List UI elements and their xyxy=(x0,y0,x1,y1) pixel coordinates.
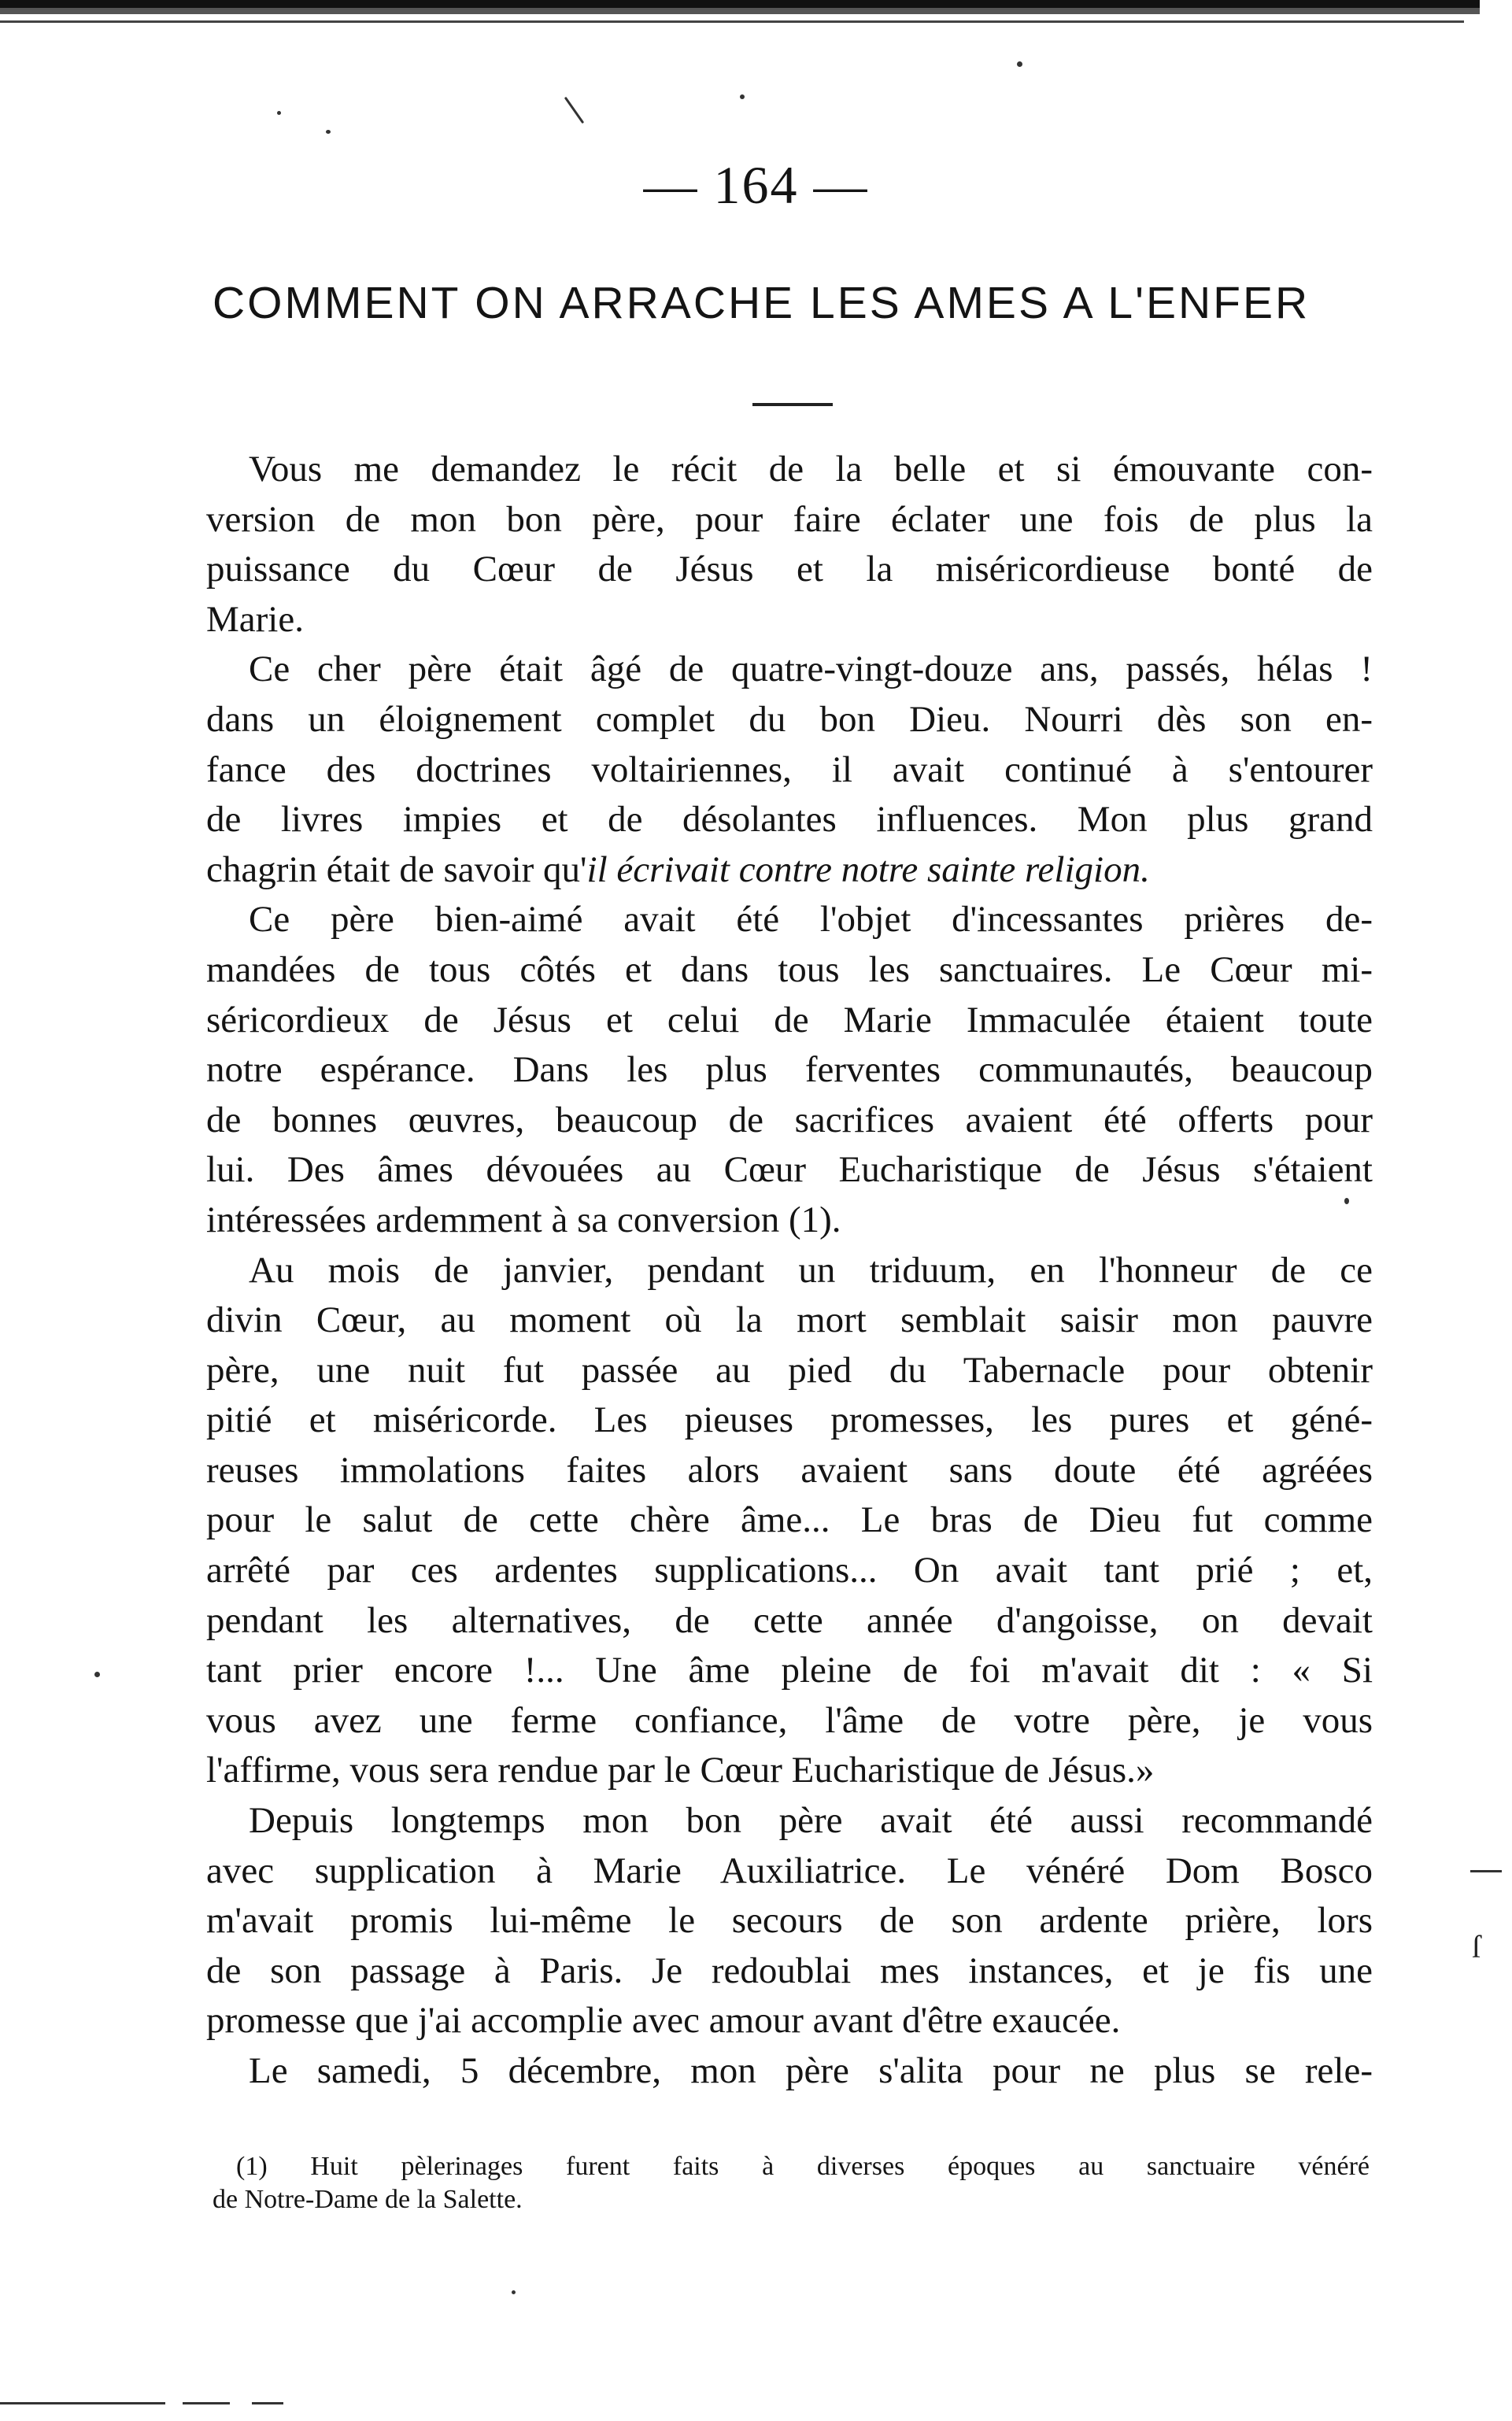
text-segment: pour le salut de cette chère âme... Le bras de Dieu fut comme xyxy=(206,1499,1373,1541)
scan-speck xyxy=(326,130,331,134)
text-line xyxy=(206,445,1373,495)
text-segment: pitié et miséricorde. Les pieuses promesses, les pures et géné- xyxy=(206,1399,1373,1441)
text-segment: divin Cœur, au moment où la mort semblait saisir mon pauvre xyxy=(206,1299,1373,1341)
text-line xyxy=(206,745,1373,796)
text-line xyxy=(206,1096,1373,1146)
text-line xyxy=(206,1395,1373,1446)
bottom-scan-rule xyxy=(252,2402,283,2404)
text-segment: mandées de tous côtés et dans tous les sanctuaires. Le Cœur mi- xyxy=(206,948,1373,990)
text-segment: tant prier encore !... Une âme pleine de foi m'avait dit : « Si xyxy=(206,1650,1373,1691)
text-line xyxy=(206,1296,1373,1346)
text-segment: de bonnes œuvres, beaucoup de sacrifices avaient été offerts pour xyxy=(206,1099,1373,1140)
text-segment: vous avez une ferme confiance, l'âme de votre père, je vous xyxy=(206,1699,1373,1741)
footnote xyxy=(213,2150,1370,2216)
italic-text: il écrivait contre notre sainte religion. xyxy=(586,848,1150,890)
text-segment: lui. Des âmes dévouées au Cœur Eucharistique de Jésus s'étaient xyxy=(206,1149,1373,1191)
text-line xyxy=(206,795,1373,845)
text-line xyxy=(206,895,1373,945)
text-segment: Ce cher père était âgé de quatre-vingt-douze ans, passés, hélas ! xyxy=(249,649,1373,690)
text-line xyxy=(206,996,1373,1046)
text-segment: séricordieux de Jésus et celui de Marie Immaculée étaient toute xyxy=(206,999,1373,1040)
text-segment: avec supplication à Marie Auxiliatrice. Le vénéré Dom Bosco xyxy=(206,1850,1373,1891)
text-line xyxy=(206,495,1373,545)
text-line xyxy=(206,1446,1373,1496)
text-segment: reuses immolations faites alors avaient sans doute été agréées xyxy=(206,1449,1373,1491)
text-segment: père, une nuit fut passée au pied du Tabernacle pour obtenir xyxy=(206,1349,1373,1391)
text-line xyxy=(206,2046,1373,2097)
text-line xyxy=(206,1796,1373,1846)
text-line xyxy=(206,695,1373,745)
text-segment: de livres impies et de désolantes influences. Mon plus grand xyxy=(206,799,1373,841)
bottom-scan-rule xyxy=(0,2402,165,2404)
text-line xyxy=(206,1145,1373,1196)
scan-speck xyxy=(512,2290,516,2294)
text-line xyxy=(206,1346,1373,1396)
text-line xyxy=(206,1996,1373,2046)
text-segment: Marie. xyxy=(206,598,304,640)
text-line xyxy=(206,845,1373,896)
text-line xyxy=(206,1696,1373,1746)
text-segment: chagrin était de savoir qu' xyxy=(206,848,587,890)
text-segment: notre espérance. Dans les plus ferventes communautés, beaucoup xyxy=(206,1049,1373,1091)
text-segment: Depuis longtemps mon bon père avait été aussi recommandé xyxy=(249,1800,1373,1842)
text-segment: puissance du Cœur de Jésus et la miséricordieuse bonté de xyxy=(206,549,1373,590)
footnote-line: (1) Huit pèlerinages furent faits à diverses époques au sanctuaire vénéré xyxy=(236,2152,1370,2181)
page-number: — 164 — xyxy=(643,155,869,215)
text-line xyxy=(206,595,1373,645)
text-line xyxy=(206,1746,1373,1796)
text-line xyxy=(206,1246,1373,1296)
text-line xyxy=(206,1546,1373,1596)
text-segment: fance des doctrines voltairiennes, il avait continué à s'entourer xyxy=(206,748,1373,790)
title-underline-rule xyxy=(752,403,833,406)
text-segment: de son passage à Paris. Je redoublai mes instances, et je fis une xyxy=(206,1950,1373,1991)
text-segment: Au mois de janvier, pendant un triduum, en l'honneur de ce xyxy=(249,1249,1373,1291)
top-scan-rule xyxy=(0,0,1480,14)
text-segment: m'avait promis lui-même le secours de son ardente prière, lors xyxy=(206,1900,1373,1942)
scan-speck xyxy=(277,111,281,115)
text-line xyxy=(206,1946,1373,1997)
text-line xyxy=(206,1896,1373,1946)
text-segment: dans un éloignement complet du bon Dieu. Nourri dès son en- xyxy=(206,698,1373,740)
text-segment: Ce père bien-aimé avait été l'objet d'incessantes prières de- xyxy=(249,899,1373,941)
text-segment: intéressées ardemment à sa conversion (1). xyxy=(206,1199,841,1240)
text-line xyxy=(206,1196,1373,1246)
scan-speck xyxy=(564,97,584,124)
text-segment: Vous me demandez le récit de la belle et si émouvante con- xyxy=(249,449,1373,490)
text-line xyxy=(206,1045,1373,1096)
margin-rule xyxy=(1470,1870,1502,1872)
text-line xyxy=(206,1596,1373,1647)
margin-mark: ſ xyxy=(1472,1929,1481,1965)
text-line xyxy=(206,545,1373,595)
text-segment: arrêté par ces ardentes supplications... On avait tant prié ; et, xyxy=(206,1550,1373,1591)
text-segment: version de mon bon père, pour faire éclater une fois de plus la xyxy=(206,498,1373,540)
text-line xyxy=(206,1646,1373,1696)
text-line xyxy=(206,945,1373,996)
footnote-line: de Notre-Dame de la Salette. xyxy=(213,2185,523,2214)
text-segment: promesse que j'ai accomplie avec amour avant d'être exaucée. xyxy=(206,2000,1121,2042)
text-line xyxy=(206,645,1373,695)
text-line xyxy=(206,1495,1373,1546)
text-segment: Le samedi, 5 décembre, mon père s'alita pour ne plus se rele- xyxy=(249,2050,1373,2091)
scan-speck xyxy=(94,1672,100,1677)
text-line xyxy=(206,1846,1373,1897)
page-title: COMMENT ON ARRACHE LES AMES A L'ENFER xyxy=(213,278,1311,328)
top-scan-rule-thin xyxy=(0,20,1464,23)
scan-speck xyxy=(1017,61,1022,67)
scan-speck xyxy=(740,94,745,99)
body-text xyxy=(206,445,1373,2097)
text-segment: l'affirme, vous sera rendue par le Cœur Eucharistique de Jésus.» xyxy=(206,1750,1155,1791)
bottom-scan-rule xyxy=(183,2402,230,2404)
text-segment: pendant les alternatives, de cette année d'angoisse, on devait xyxy=(206,1599,1373,1641)
